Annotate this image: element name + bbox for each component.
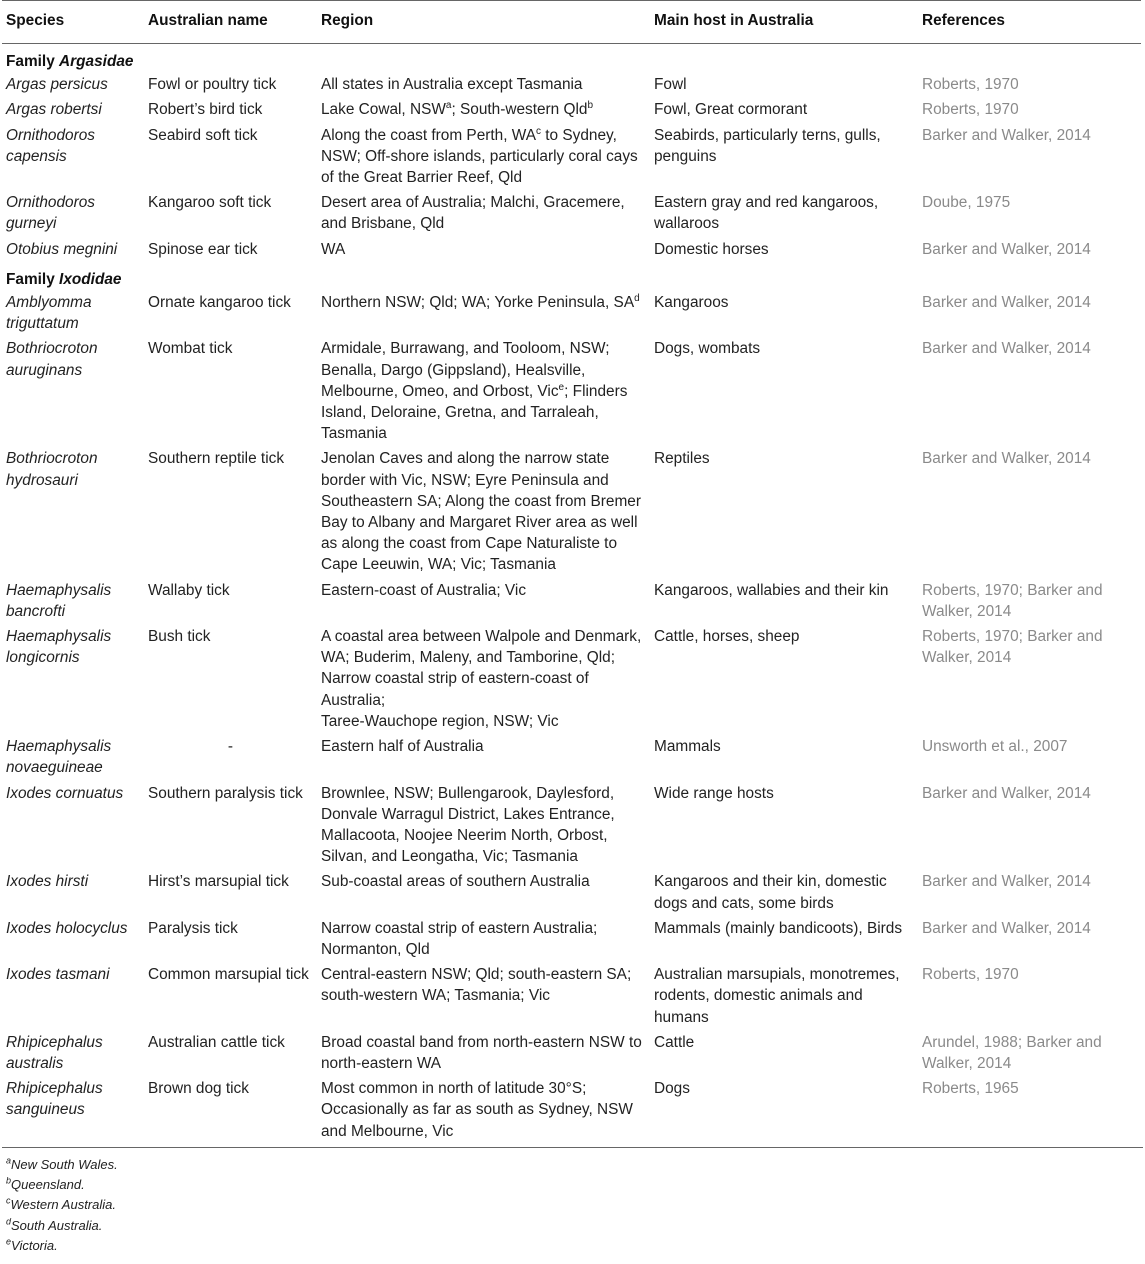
table-row: [2, 336, 1141, 446]
reference-cell: Arundel, 1988; Barker and Walker, 2014: [922, 1033, 1102, 1072]
region-cell: [317, 290, 650, 336]
main-host-cell: Dogs, wombats: [654, 340, 761, 358]
footnote-marker: d: [634, 292, 640, 304]
footnote-marker: a: [445, 100, 452, 112]
species-cell: Argas persicus: [6, 76, 108, 94]
australian-name-cell: Robert’s bird tick: [148, 101, 263, 119]
species-cell: Bothriocroton auruginans: [6, 340, 98, 379]
table-row: [2, 190, 1141, 236]
species-cell: Ixodes tasmani: [6, 966, 110, 984]
footnote-text: Queensland.: [11, 1177, 85, 1193]
region-text: ; South-western Qld: [451, 101, 588, 119]
australian-name-cell: Fowl or poultry tick: [148, 76, 277, 94]
footnote-marker: b: [587, 100, 594, 112]
header-species: Species: [6, 11, 65, 29]
region-text: Eastern half of Australia: [321, 738, 484, 756]
footnote: [6, 1155, 1143, 1175]
region-text: WA: [321, 240, 346, 258]
australian-name-cell: Common marsupial tick: [148, 966, 309, 984]
australian-name-cell: Ornate kangaroo tick: [148, 294, 291, 312]
australian-name-cell: Wombat tick: [148, 340, 233, 358]
table-row: [2, 869, 1141, 915]
table-row: [2, 578, 1141, 624]
species-cell: Ixodes cornuatus: [6, 784, 124, 802]
tick-species-table: [2, 0, 1141, 1147]
footnote-text: South Australia.: [11, 1217, 103, 1233]
table-header-row: [2, 1, 1141, 44]
species-cell: Ornithodoros capensis: [6, 126, 95, 165]
footnote: [6, 1216, 1143, 1236]
main-host-cell: Kangaroos: [654, 294, 729, 312]
reference-cell: Barker and Walker, 2014: [922, 873, 1091, 891]
species-cell: Haemaphysalis novaeguineae: [6, 738, 112, 777]
australian-name-cell: Paralysis tick: [148, 919, 238, 937]
table-row: [2, 624, 1141, 734]
table-row: [2, 446, 1141, 577]
region-cell: [317, 916, 650, 962]
species-cell: Haemaphysalis longicornis: [6, 628, 112, 667]
australian-name-cell: Southern reptile tick: [148, 450, 285, 468]
species-cell: Rhipicephalus sanguineus: [6, 1080, 103, 1119]
region-text: Along the coast from Perth, WA: [321, 126, 536, 144]
australian-name-cell: Hirst’s marsupial tick: [148, 873, 289, 891]
species-cell: Ornithodoros gurneyi: [6, 194, 95, 233]
region-cell: [317, 734, 650, 780]
family-label-name: Argasidae: [59, 53, 134, 70]
region-text: Northern NSW; Qld; WA; Yorke Peninsula, SA: [321, 294, 635, 312]
region-text: Lake Cowal, NSW: [321, 101, 446, 119]
main-host-cell: Cattle, horses, sheep: [654, 628, 800, 646]
main-host-cell: Domestic horses: [654, 240, 769, 258]
family-row: [2, 262, 1141, 290]
reference-cell: Barker and Walker, 2014: [922, 126, 1091, 144]
region-cell: [317, 624, 650, 734]
family-label-prefix: Family: [6, 53, 60, 70]
footnote-text: Victoria.: [11, 1237, 58, 1253]
footnote-mark: b: [6, 1175, 12, 1186]
species-cell: Otobius megnini: [6, 240, 118, 258]
region-text: Eastern-coast of Australia; Vic: [321, 581, 527, 599]
region-cell: [317, 1076, 650, 1147]
species-cell: Haemaphysalis bancrofti: [6, 581, 112, 620]
species-cell: Ixodes hirsti: [6, 873, 89, 891]
region-text: Brownlee, NSW; Bullengarook, Daylesford, Donvale Warragul District, Lakes Entrance, Mallacoota, Noojee Neerim North, Orbost, Silvan, and Leongatha, Vic; Tasmania: [321, 784, 615, 866]
australian-name-cell: Bush tick: [148, 628, 211, 646]
reference-cell: Barker and Walker, 2014: [922, 340, 1091, 358]
footnote: [6, 1175, 1143, 1195]
main-host-cell: Seabirds, particularly terns, gulls, penguins: [654, 126, 881, 165]
reference-cell: Barker and Walker, 2014: [922, 450, 1091, 468]
region-cell: [317, 962, 650, 1030]
main-host-cell: Kangaroos and their kin, domestic dogs and cats, some birds: [654, 873, 887, 912]
australian-name-cell: Southern paralysis tick: [148, 784, 303, 802]
footnote: [6, 1195, 1143, 1215]
table-row: [2, 1030, 1141, 1076]
footnote-mark: c: [6, 1196, 11, 1207]
region-cell: [317, 446, 650, 577]
region-cell: [317, 869, 650, 915]
table-row: [2, 97, 1141, 122]
table-row: [2, 781, 1141, 870]
family-row: [2, 44, 1141, 73]
footnote-marker: c: [536, 125, 541, 137]
table-row: [2, 237, 1141, 262]
region-cell: [317, 781, 650, 870]
region-text: Sub-coastal areas of southern Australia: [321, 873, 590, 891]
header-region: Region: [321, 11, 374, 29]
species-cell: Bothriocroton hydrosauri: [6, 450, 98, 489]
main-host-cell: Australian marsupials, monotremes, rodents, domestic animals and humans: [654, 966, 900, 1026]
reference-cell: Doube, 1975: [922, 194, 1011, 212]
main-host-cell: Mammals: [654, 738, 721, 756]
footnote-text: Western Australia.: [10, 1197, 116, 1213]
footnote-text: New South Wales.: [11, 1156, 118, 1172]
main-host-cell: Fowl, Great cormorant: [654, 101, 808, 119]
australian-name-cell: Kangaroo soft tick: [148, 194, 272, 212]
region-text: Armidale, Burrawang, and Tooloom, NSW; Benalla, Dargo (Gippsland), Healsville, Melbourne, Omeo, and Orbost, Vic: [321, 340, 610, 400]
region-text: Broad coastal band from north-eastern NSW to north-eastern WA: [321, 1033, 642, 1072]
australian-name-cell: Wallaby tick: [148, 581, 230, 599]
reference-cell: Unsworth et al., 2007: [922, 738, 1068, 756]
species-cell: Rhipicephalus australis: [6, 1033, 103, 1072]
species-cell: Ixodes holocyclus: [6, 919, 128, 937]
main-host-cell: Fowl: [654, 76, 687, 94]
reference-cell: Barker and Walker, 2014: [922, 919, 1091, 937]
table-row: [2, 72, 1141, 97]
header-australian-name: Australian name: [148, 11, 268, 29]
header-references: References: [922, 11, 1005, 29]
region-cell: [317, 72, 650, 97]
table-row: [2, 962, 1141, 1030]
region-text: A coastal area between Walpole and Denmark, WA; Buderim, Maleny, and Tamborine, Qld; Narrow coastal strip of eastern-coast of Australia;: [321, 628, 642, 709]
reference-cell: Barker and Walker, 2014: [922, 240, 1091, 258]
family-label-prefix: Family: [6, 270, 60, 288]
main-host-cell: Eastern gray and red kangaroos, wallaroos: [654, 194, 879, 233]
table-row: [2, 1076, 1141, 1147]
main-host-cell: Mammals (mainly bandicoots), Birds: [654, 919, 903, 937]
reference-cell: Roberts, 1970: [922, 76, 1019, 94]
footnotes: [2, 1148, 1143, 1256]
reference-cell: Barker and Walker, 2014: [922, 294, 1091, 312]
region-text: Central-eastern NSW; Qld; south-eastern SA; south-western WA; Tasmania; Vic: [321, 966, 632, 1005]
region-text: Most common in north of latitude 30°S; Occasionally as far as south as Sydney, NSW and Melbourne, Vic: [321, 1080, 633, 1140]
footnote-mark: d: [6, 1216, 12, 1227]
main-host-cell: Kangaroos, wallabies and their kin: [654, 581, 889, 599]
table-row: [2, 123, 1141, 191]
species-cell: Argas robertsi: [6, 101, 102, 119]
region-cell: [317, 1030, 650, 1076]
footnote: [6, 1236, 1143, 1256]
footnote-marker: e: [558, 381, 565, 393]
region-cell: [317, 336, 650, 446]
footnote-mark: a: [6, 1155, 12, 1166]
reference-cell: Barker and Walker, 2014: [922, 784, 1091, 802]
header-main-host: Main host in Australia: [654, 11, 814, 29]
table-body: [2, 44, 1141, 1147]
region-text: Jenolan Caves and along the narrow state border with Vic, NSW; Eyre Peninsula and Southeastern SA; Along the coast from Bremer Bay to Albany and Margaret River area as well as along the coast from Cape Naturaliste to Cape Leeuwin, WA; Vic; Tasmania: [321, 450, 641, 574]
table-row: [2, 734, 1141, 780]
region-text: ; Flinders Island, Deloraine, Gretna, and Tarraleah, Tasmania: [321, 382, 628, 443]
australian-name-cell: Spinose ear tick: [148, 240, 258, 258]
reference-cell: Roberts, 1970; Barker and Walker, 2014: [922, 581, 1103, 620]
family-label-name: Ixodidae: [59, 270, 122, 288]
region-text: to Sydney, NSW; Off-shore islands, particularly coral cays of the Great Barrier Reef, Qld: [321, 126, 638, 187]
region-cell: [317, 97, 650, 122]
reference-cell: Roberts, 1970; Barker and Walker, 2014: [922, 628, 1103, 667]
main-host-cell: Wide range hosts: [654, 784, 774, 802]
reference-cell: Roberts, 1965: [922, 1080, 1019, 1098]
family-label: [2, 44, 1141, 73]
region-cell: [317, 237, 650, 262]
australian-name-cell: Seabird soft tick: [148, 126, 258, 144]
species-cell: Amblyomma triguttatum: [6, 294, 92, 333]
family-label: [2, 262, 1141, 290]
table-row: [2, 290, 1141, 336]
main-host-cell: Cattle: [654, 1033, 695, 1051]
australian-name-cell: -: [227, 738, 234, 756]
table-row: [2, 916, 1141, 962]
region-text: Desert area of Australia; Malchi, Gracemere, and Brisbane, Qld: [321, 194, 625, 233]
tick-species-table-container: [2, 0, 1143, 1256]
australian-name-cell: Australian cattle tick: [148, 1033, 285, 1051]
region-cell: [317, 578, 650, 624]
region-text: Taree-Wauchope region, NSW; Vic: [321, 712, 559, 730]
footnote-mark: e: [6, 1236, 12, 1247]
main-host-cell: Dogs: [654, 1080, 690, 1098]
reference-cell: Roberts, 1970: [922, 101, 1019, 119]
reference-cell: Roberts, 1970: [922, 966, 1019, 984]
region-text: All states in Australia except Tasmania: [321, 76, 583, 94]
australian-name-cell: Brown dog tick: [148, 1080, 249, 1098]
main-host-cell: Reptiles: [654, 450, 710, 468]
region-cell: [317, 190, 650, 236]
region-cell: [317, 123, 650, 191]
region-text: Narrow coastal strip of eastern Australia; Normanton, Qld: [321, 919, 598, 958]
